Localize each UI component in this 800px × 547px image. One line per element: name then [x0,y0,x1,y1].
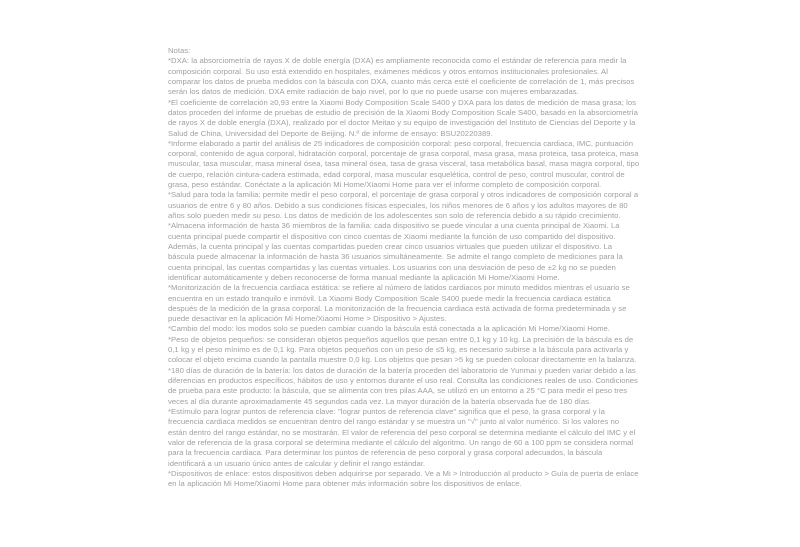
notes-content-block [168,46,640,489]
notes-paragraph: *Almacena información de hasta 36 miembros de la familia: cada dispositivo se puede vincular a una cuenta principal de Xiaomi. La cuenta principal puede compartir el dispositivo con cinco cuentas de Xiaomi mediante la función de uso compartido del dispositivo. Además, la cuenta principal y las cuentas compartidas pueden crear cinco usuarios virtuales que pueden utilizar el dispositivo. La báscula puede almacenar la información de hasta 36 usuarios simultáneamente. Se admite el rango completo de mediciones para la cuenta principal, las cuentas compartidas y las cuentas virtuales. Los usuarios con una desviación de peso de ±2 kg no se pueden identificar automáticamente y deben reconocerse de forma manual mediante la aplicación Mi Home/Xiaomi Home. [168,221,626,282]
notes-paragraph: *Peso de objetos pequeños: se consideran objetos pequeños aquellos que pesan entre 0,1 kg y 10 kg. La precisión de la báscula es de 0,1 kg y el peso mínimo es de 0,1 kg. Para objetos pequeños con un peso de ≤5 kg, es necesario subirse a la báscula para activarla y colocar el objeto encima cuando la pantalla muestre 0,0 kg. Los objetos que pesan >5 kg se pueden colocar directamente en la balanza. [168,334,637,365]
notes-paragraph: *Estímulo para lograr puntos de referencia clave: "lograr puntos de referencia clave" significa que el peso, la grasa corporal y la frecuencia cardiaca medidos se encuentran dentro del rango estándar y se muestra un "√" junto al valor numérico. Si los valores no están dentro del rango estándar, no se mostrarán. El valor de referencia del peso corporal se determina mediante el cálculo del IMC y el valor de referencia de la grasa corporal se determina mediante el cálculo del algoritmo. Un rango de 60 a 100 ppm se considera normal para la frecuencia cardiaca. Para determinar los puntos de referencia de peso corporal y grasa corporal adecuados, la báscula identificará a un usuario único antes de calcular y definir el rango estándar. [168,406,638,468]
notes-paragraph: *DXA: la absorciometría de rayos X de doble energía (DXA) es ampliamente reconocida como el estándar de referencia para medir la composición corporal. Su uso está extendido en hospitales, exámenes médicos y otros entornos institucionales profesionales. Al comparar los datos de prueba medidos con la báscula con DXA, cuanto más cerca esté el coeficiente de correlación de 1, más precisos serán los datos de medición. DXA emite radiación de bajo nivel, por lo que no puede usarse con mujeres embarazadas. [168,56,637,97]
notes-heading: Notas: [168,46,191,55]
notes-paragraph: *El coeficiente de correlación ≥0,93 entre la Xiaomi Body Composition Scale S400 y DXA para los datos de medición de masa grasa; los datos proceden del informe de pruebas de estudio de precisión de la Xiaomi Body Composition Scale S400, basado en la absorciometría de rayos X de doble energía (DXA), realizado por el doctor Meitao y su equipo de investigación del Instituto de Ciencias del Deporte y la Salud de China, Universidad del Deporte de Beijing. N.º de informe de ensayo: BSU20220389. [168,97,641,138]
notes-paragraph-list [168,56,640,489]
notes-paragraph: *180 días de duración de la batería: los datos de duración de la batería proceden del laboratorio de Yunmai y pueden variar debido a las diferencias en productos específicos, hábitos de uso y entornos durante el uso real. Consulta las condiciones reales de uso. Condiciones de prueba para este producto: la báscula, que se alimenta con tres pilas AAA, se utilizó en un entorno a 25 °C para medir el peso tres veces al día durante aproximadamente 45 segundos cada vez. La mayor duración de la batería observada fue de 180 días. [168,365,641,406]
notes-paragraph: *Salud para toda la familia: permite medir el peso corporal, el porcentaje de grasa corporal y otros indicadores de composición corporal a usuarios de entre 6 y 80 años. Debido a sus condiciones físicas especiales, los niños menores de 6 años y los adultos mayores de 80 años solo pueden medir su peso. Los datos de medición de los adolescentes son solo de referencia debido a su rápido crecimiento. [168,190,641,220]
notes-paragraph: *Monitorización de la frecuencia cardiaca estática: se refiere al número de latidos cardiacos por minuto medidos mientras el usuario se encuentra en un estado tranquilo e inmóvil. La Xiaomi Body Composition Scale S400 puede medir la frecuencia cardiaca estática después de la medición de la grasa corporal. La monitorización de la frecuencia cardiaca está activada de forma predeterminada y se puede desactivar en la aplicación Mi Home/Xiaomi Home > Dispositivo > Ajustes. [168,283,632,324]
notes-paragraph: *Cambio del modo: los modos solo se pueden cambiar cuando la báscula está conectada a la aplicación Mi Home/Xiaomi Home. [168,324,610,334]
notes-paragraph: *Dispositivos de enlace: estos dispositivos deben adquirirse por separado. Ve a Mi > Introducción al producto > Guía de puerta de enlace en la aplicación Mi Home/Xiaomi Home para obtener más información sobre los dispositivos de enlace. [168,468,641,489]
notes-paragraph: *Informe elaborado a partir del análisis de 25 indicadores de composición corporal: peso corporal, frecuencia cardiaca, IMC, puntuación corporal, contenido de agua corporal, hidratación corporal, porcentaje de grasa corporal, masa grasa, masa proteica, tasa proteica, masa muscular, tasa muscular, masa mineral ósea, tasa mineral ósea, tasa de grasa visceral, tasa metabólica basal, masa magra corporal, tipo de cuerpo, relación cintura-cadera estimada, edad corporal, masa muscular esquelética, control de peso, control muscular, control de grasa, peso estándar. Conéctate a la aplicación Mi Home/Xiaomi Home para ver el informe completo de composición corporal. [168,138,642,190]
